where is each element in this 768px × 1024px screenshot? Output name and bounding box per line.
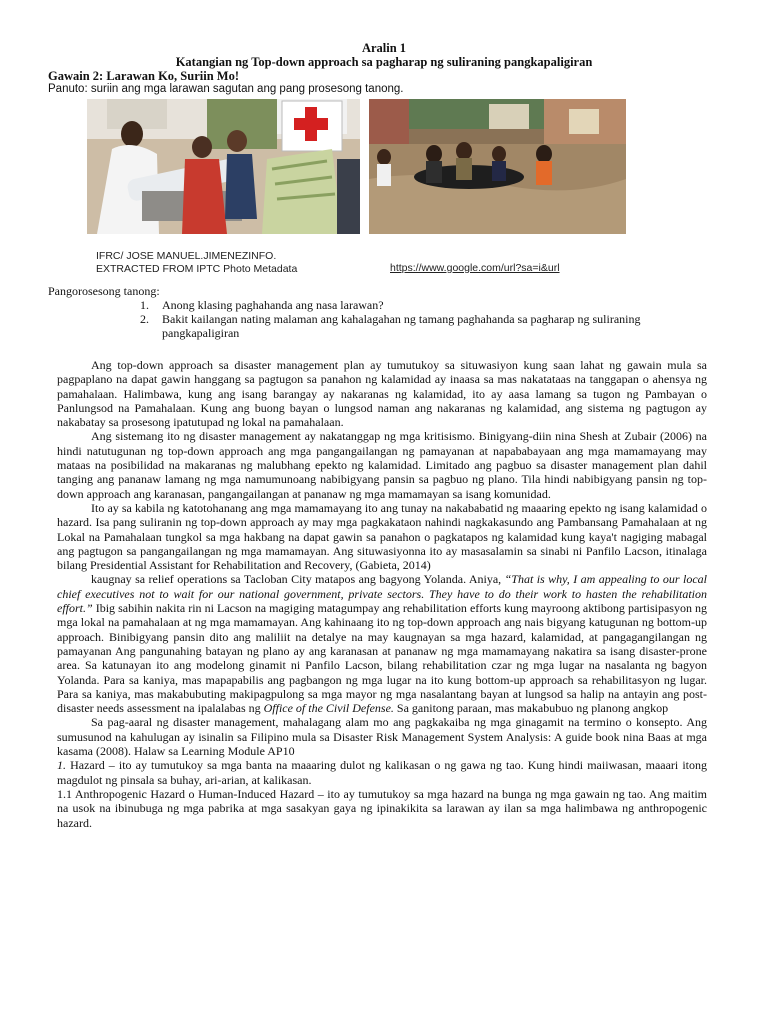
paragraph-terms-intro: Sa pag-aaral ng disaster management, mahalagang alam mo ang pagkakaiba ng mga ginagamit na termino o konsepto. Ang sumusunod na kahulugan ay isinalin sa Filipino mula sa Disaster Risk Management System Analysis: A guide book nina Baas at mga kasama (2008). Halaw sa Learning Module AP10	[57, 715, 707, 759]
paragraph-bottom-up: Ibig sabihin nakita rin ni Lacson na magiging matagumpay ang rehabilitation efforts kung mayroong aktibong partisipasyon ng mga lokal na pamahalaan at ng mga mamamayan. Ang kahinaang ito ng top-down approach ang nais bigyang katugunan ng bottom-up approach. Binibigyang pansin dito ang maliliit na detalye na may kaugnayan sa mga hazard, kalamidad, at pangagangilangan ng pamayanan Ang pangunahing batayan ng plano ay ang karanasan at pananaw ng mga mamamayang nakatira sa isang disaster-prone area. Sa katunayan ito ang modelong ginamit ni Panfilo Lacson, bilang rehabilitation czar ng mga lugar na nasalanta ng bagyon Yolanda. Para sa kaniya, mas mapapabilis ang pagbangon ng mga lugar na ito kung bottom-up approach sa rehabilitasyon ng lugar. Para sa kaniya, mas makabubuting makipagpulong sa mga mayor ng mga nasalantang bayan at lungsod sa halip na antayin ang post-disaster needs assessment na ipalalabas ng	[57, 601, 707, 716]
paragraph-lacson-end: Sa ganitong paraan, mas makabubuo ng planong angkop	[393, 701, 669, 716]
flood-rescue-photo	[369, 99, 626, 234]
lesson-body	[57, 358, 707, 830]
paragraph-criticism: Ang sistemang ito ng disaster management ay nakatanggap ng mga kritisismo. Binigyang-diin nina Shesh at Zubair (2006) na hindi natutugunan ng top-down approach ang mga pangangailangan ng pamayanan at napababayaan ang mga mamamayang may mataas na posibilidad na makaranas ng malubhang epekto ng kalamidad. Limitado ang pagbuo sa disaster management plan dahil tanging ang pananaw lamang ng mga namumunoang nabibigyang pansin sa pagbuo ng plano. Tila hindi nabibigyang pansin ng top-down approach ang karanasan, pangangailangan at pananaw ng mga mamamayan sa isang komunidad.	[57, 429, 707, 501]
relief-distribution-illustration	[87, 99, 360, 234]
lesson-title: Katangian ng Top-down approach sa pagharap ng suliraning pangkapaligiran	[175, 55, 593, 69]
relief-distribution-photo	[87, 99, 360, 234]
flood-rescue-illustration	[369, 99, 626, 234]
paragraph-lacson-quote	[57, 572, 707, 715]
photo1-caption	[96, 250, 297, 276]
question-item	[140, 298, 700, 312]
activity-heading: Gawain 2: Larawan Ko, Suriin Mo!	[48, 69, 239, 83]
question-number: 1.	[140, 298, 149, 312]
paragraph-hazard-definition	[57, 758, 707, 787]
question-text: Bakit kailangan nating malaman ang kahalagahan ng tamang paghahanda sa pagharap ng suliraning pangkapaligiran	[162, 312, 641, 340]
photo1-caption-line2: EXTRACTED FROM IPTC Photo Metadata	[96, 263, 298, 275]
lacson-quote: “That is why, I am appealing to our local chief executives not to wait for our national government, private sectors. They have to do their work to hasten the rehabilitation effort.”	[57, 572, 708, 616]
questions-label: Pangorosesong tanong:	[48, 284, 160, 298]
question-text: Anong klasing paghahanda ang nasa larawan?	[162, 298, 384, 312]
paragraph-top-down-definition: Ang top-down approach sa disaster management plan ay tumutukoy sa situwasiyon kung saan lahat ng gawain mula sa pagpaplano na dapat gawin hanggang sa pagtugon sa panahon ng kalamidad ay inaasa sa mas nakatataas na tanggapan o ahensya ng pamahalaan. Halimbawa, kung ang isang barangay ay nakaranas ng kalamidad, ito ay aasa lamang sa tugon ng Pambayan o Panlungsod na Pamahalaan. Kung ang buong bayan o lungsod naman ang nakaranas ng kalamidad, ang sistema ng pagtugon ay nakabatay sa prosesong ipatutupad ng lokal na pamahalaan.	[57, 358, 707, 430]
paragraph-lacson-intro: kaugnay sa relief operations sa Tacloban City matapos ang bagyong Yolanda. Aniya,	[91, 572, 505, 587]
lesson-heading: Aralin 1	[361, 41, 407, 55]
photo1-caption-line1: IFRC/ JOSE MANUEL.JIMENEZINFO.	[96, 250, 277, 262]
hazard-number: 1.	[57, 758, 66, 773]
hazard-definition: Hazard – ito ay tumutukoy sa mga banta na maaaring dulot ng kalikasan o ng gawa ng tao. Kung hindi maiiwasan, maaari itong magdulot ng pinsala sa buhay, ari-arian, at kalikasan.	[57, 758, 707, 787]
paragraph-anthropogenic-hazard: 1.1 Anthropogenic Hazard o Human-Induced Hazard – ito ay tumutukoy sa mga hazard na bunga ng mga gawain ng tao. Ang maitim na usok na ibinubuga ng mga pabrika at mga sasakyan gaya ng ipinakikita sa larawan ay ilan sa mga halimbawa ng anthropogenic hazard.	[57, 786, 707, 830]
instructions-text: Panuto: suriin ang mga larawan sagutan ang pang prosesong tanong.	[48, 83, 404, 95]
question-number: 2.	[140, 312, 149, 326]
paragraph-coordination-problem: Ito ay sa kabila ng katotohanang ang mga mamamayang ito ang tunay na nakababatid ng maaaring epekto ng isang kalamidad o hazard. Isa pang suliranin ng top-down approach ay may mga pagkakataon nahindi nagkakasundo ang Pambansang Pamahalaan at ng Lokal na Pamahalaan tungkol sa mga hakbang na dapat gawin sa panahon o pagkatapos ng kalamidad kung kaya't nagiging mabagal ang pagtugon sa pangangailangan ng mga mamamayan. Ang situwasiyonna ito ay masasalamin sa sinabi ni Panfilo Lacson, itinalaga bilang Presidential Assistant for Rehabilitation and Recovery, (Gabieta, 2014)	[57, 500, 707, 573]
question-item	[140, 312, 700, 340]
office-civil-defense: Office of the Civil Defense.	[263, 701, 394, 716]
photo2-source-link[interactable]: https://www.google.com/url?sa=i&url	[390, 262, 560, 274]
questions-list	[140, 298, 700, 340]
